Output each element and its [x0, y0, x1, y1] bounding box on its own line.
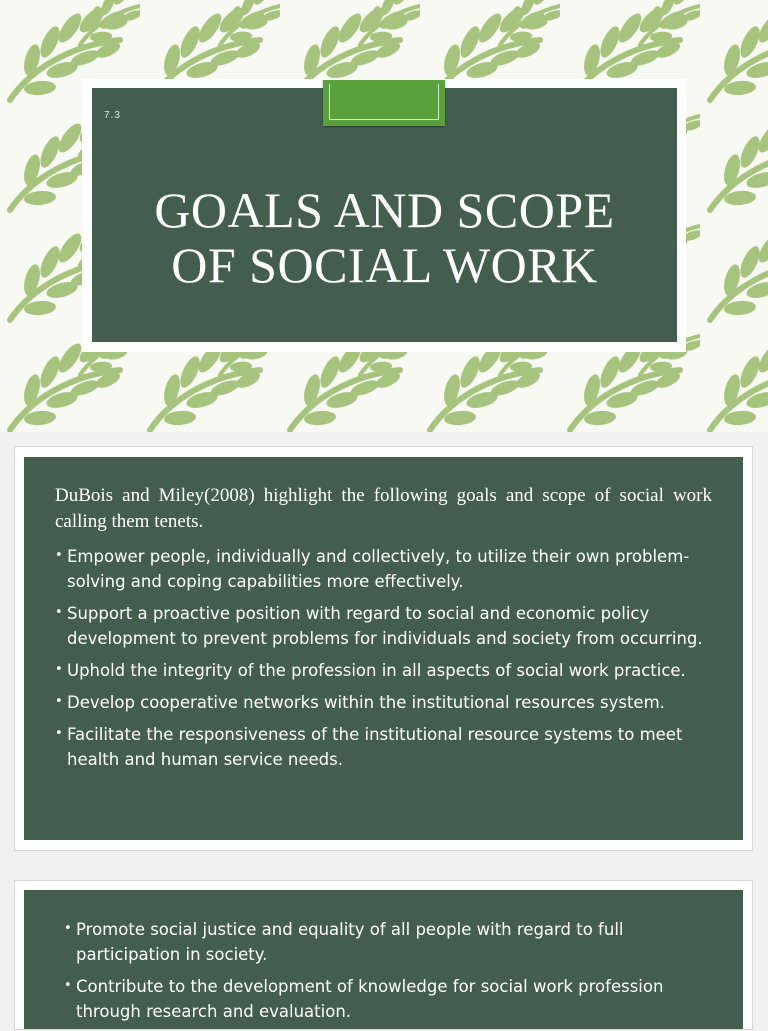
tenet-list [55, 544, 723, 779]
intro-text: DuBois and Miley(2008) highlight the following goals and scope of social work calling them tenets. [55, 485, 712, 532]
accent-tab [323, 80, 445, 126]
slide-title-line-1: GOALS AND SCOPE [154, 182, 615, 238]
list-item-text: Empower people, individually and collectively, to utilize their own problem-solving and coping capabilities more effectively. [67, 547, 690, 591]
bullet-dot-icon: • [55, 548, 63, 563]
list-item [55, 658, 723, 683]
list-item-text: Facilitate the responsiveness of the institutional resource systems to meet health and human service needs. [67, 725, 683, 769]
title-slide [0, 0, 768, 432]
list-item-text: Uphold the integrity of the profession in all aspects of social work practice. [67, 661, 686, 680]
content-panel [24, 457, 743, 840]
list-item-text: Support a proactive position with regard to social and economic policy development to prevent problems for individuals and society from occurring. [67, 604, 703, 648]
tenets-slide [14, 446, 753, 851]
bullet-dot-icon: • [55, 605, 63, 620]
list-item [55, 722, 723, 772]
tenet-list [64, 917, 723, 1031]
tenets-continued-slide [14, 880, 753, 1030]
bullet-dot-icon: • [64, 921, 72, 936]
bullet-dot-icon: • [64, 978, 72, 993]
slide-number: 7.3 [104, 110, 121, 121]
slide-title-line-2: OF SOCIAL WORK [171, 237, 598, 293]
content-panel [24, 890, 743, 1029]
bullet-dot-icon: • [55, 726, 63, 741]
list-item [55, 601, 723, 651]
list-item-text: Promote social justice and equality of all people with regard to full participation in society. [76, 920, 624, 964]
list-item-text: Contribute to the development of knowledge for social work profession through research and evaluation. [76, 977, 664, 1021]
list-item [55, 544, 723, 594]
bullet-dot-icon: • [55, 662, 63, 677]
list-item [55, 690, 723, 715]
list-item [64, 917, 723, 967]
list-item-text: Develop cooperative networks within the institutional resources system. [67, 693, 665, 712]
bullet-dot-icon: • [55, 694, 63, 709]
slide-title [92, 183, 677, 293]
list-item [64, 974, 723, 1024]
